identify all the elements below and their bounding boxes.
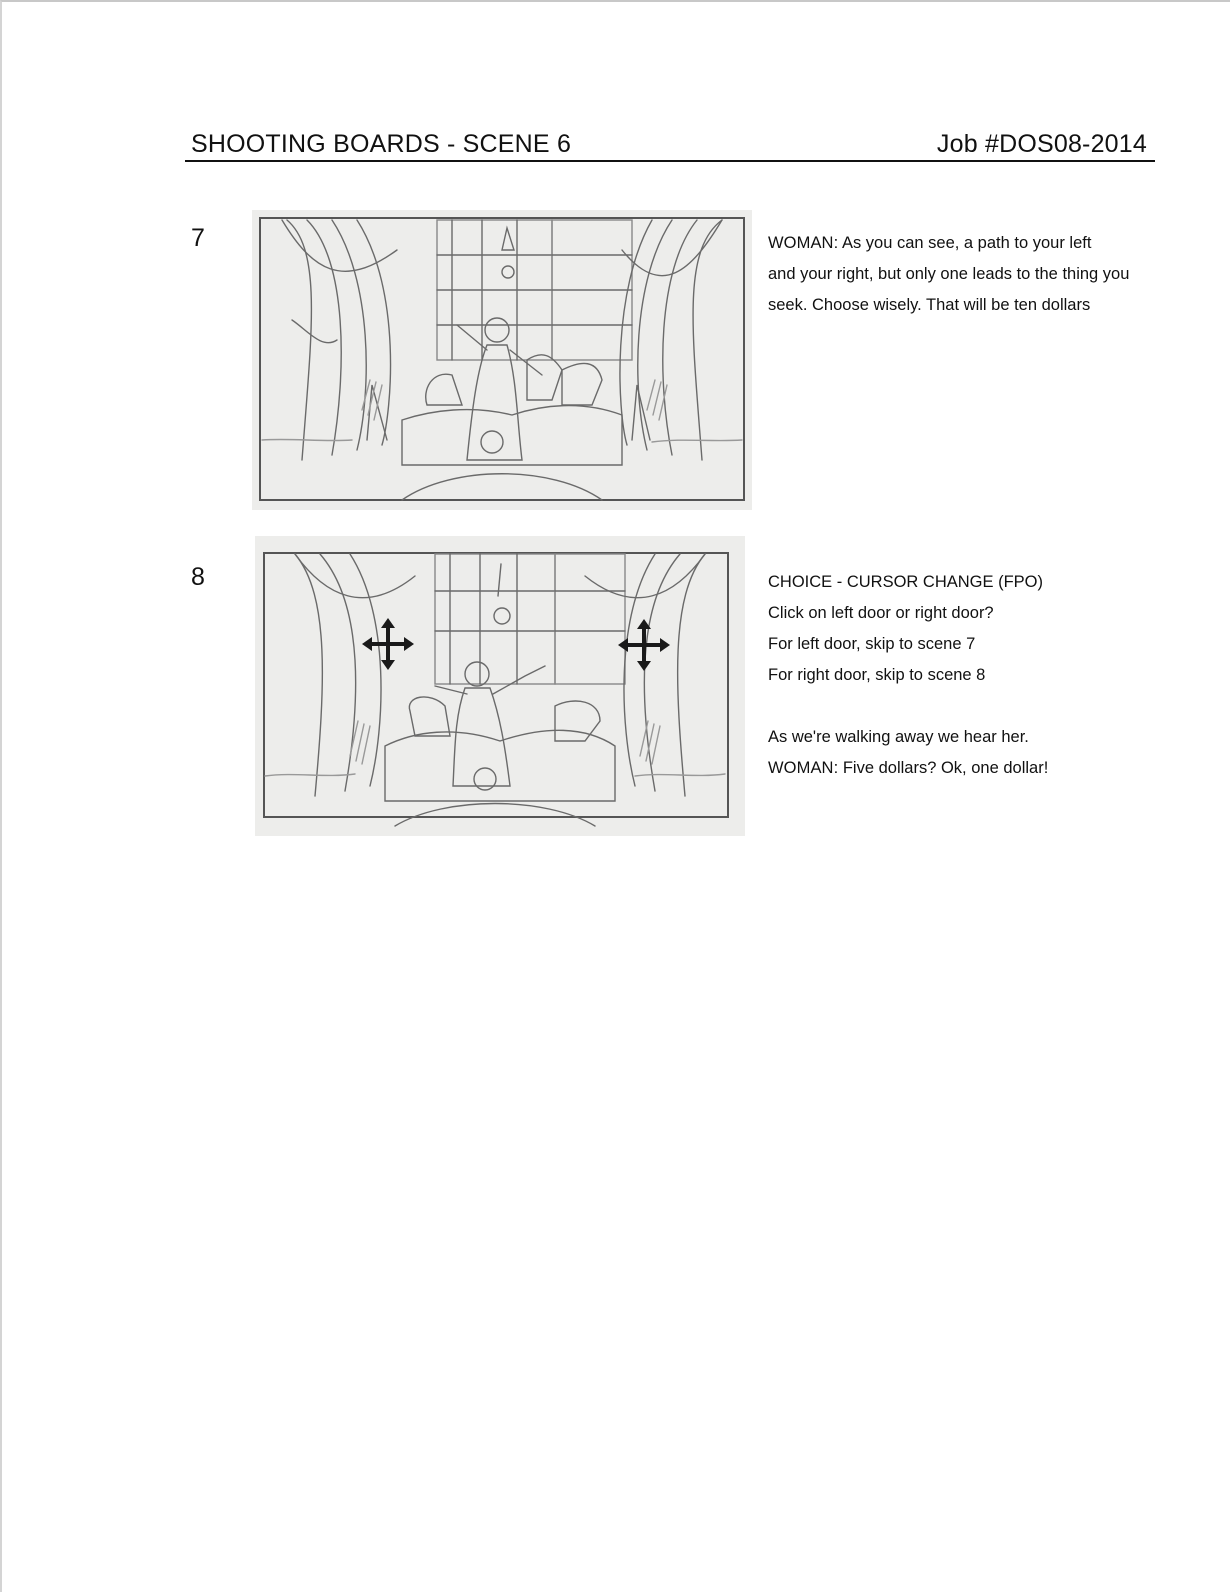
direction-line: Click on left door or right door? [768, 604, 994, 622]
storyboard-frame-8 [255, 536, 745, 836]
panel-7-description [768, 228, 1168, 321]
direction-line: For right door, skip to scene 8 [768, 666, 986, 684]
dialogue-line [768, 228, 1168, 259]
move-cursor-icon [618, 619, 670, 671]
panel-8-description [768, 567, 1168, 784]
page-title: SHOOTING BOARDS - SCENE 6 [191, 130, 572, 158]
page-header [185, 128, 1155, 162]
direction-line: CHOICE - CURSOR CHANGE (FPO) [768, 573, 1044, 591]
dialogue-text: seek. Choose wisely. That will be ten dollars [768, 296, 1091, 314]
dialogue-line [768, 290, 1168, 321]
sketch-image [255, 536, 745, 836]
direction-line: For left door, skip to scene 7 [768, 635, 976, 653]
dialogue-line [768, 259, 1168, 290]
job-number: Job #DOS08-2014 [936, 130, 1147, 158]
direction-line: As we're walking away we hear her. [768, 728, 1029, 746]
panel-number-8: 8 [191, 563, 205, 591]
dialogue-line [768, 753, 1168, 784]
dialogue-text: and your right, but only one leads to the thing you [768, 265, 1130, 283]
dialogue-text: Five dollars? Ok, one dollar! [838, 759, 1049, 777]
dialogue-text: As you can see, a path to your left [838, 234, 1092, 252]
speaker-label: WOMAN: [768, 759, 839, 777]
sketch-image [252, 210, 752, 510]
speaker-label: WOMAN: [768, 234, 839, 252]
move-cursor-icon [362, 618, 414, 670]
line-spacer [768, 691, 1168, 722]
panel-number-7: 7 [191, 224, 205, 252]
storyboard-frame-7 [252, 210, 752, 510]
